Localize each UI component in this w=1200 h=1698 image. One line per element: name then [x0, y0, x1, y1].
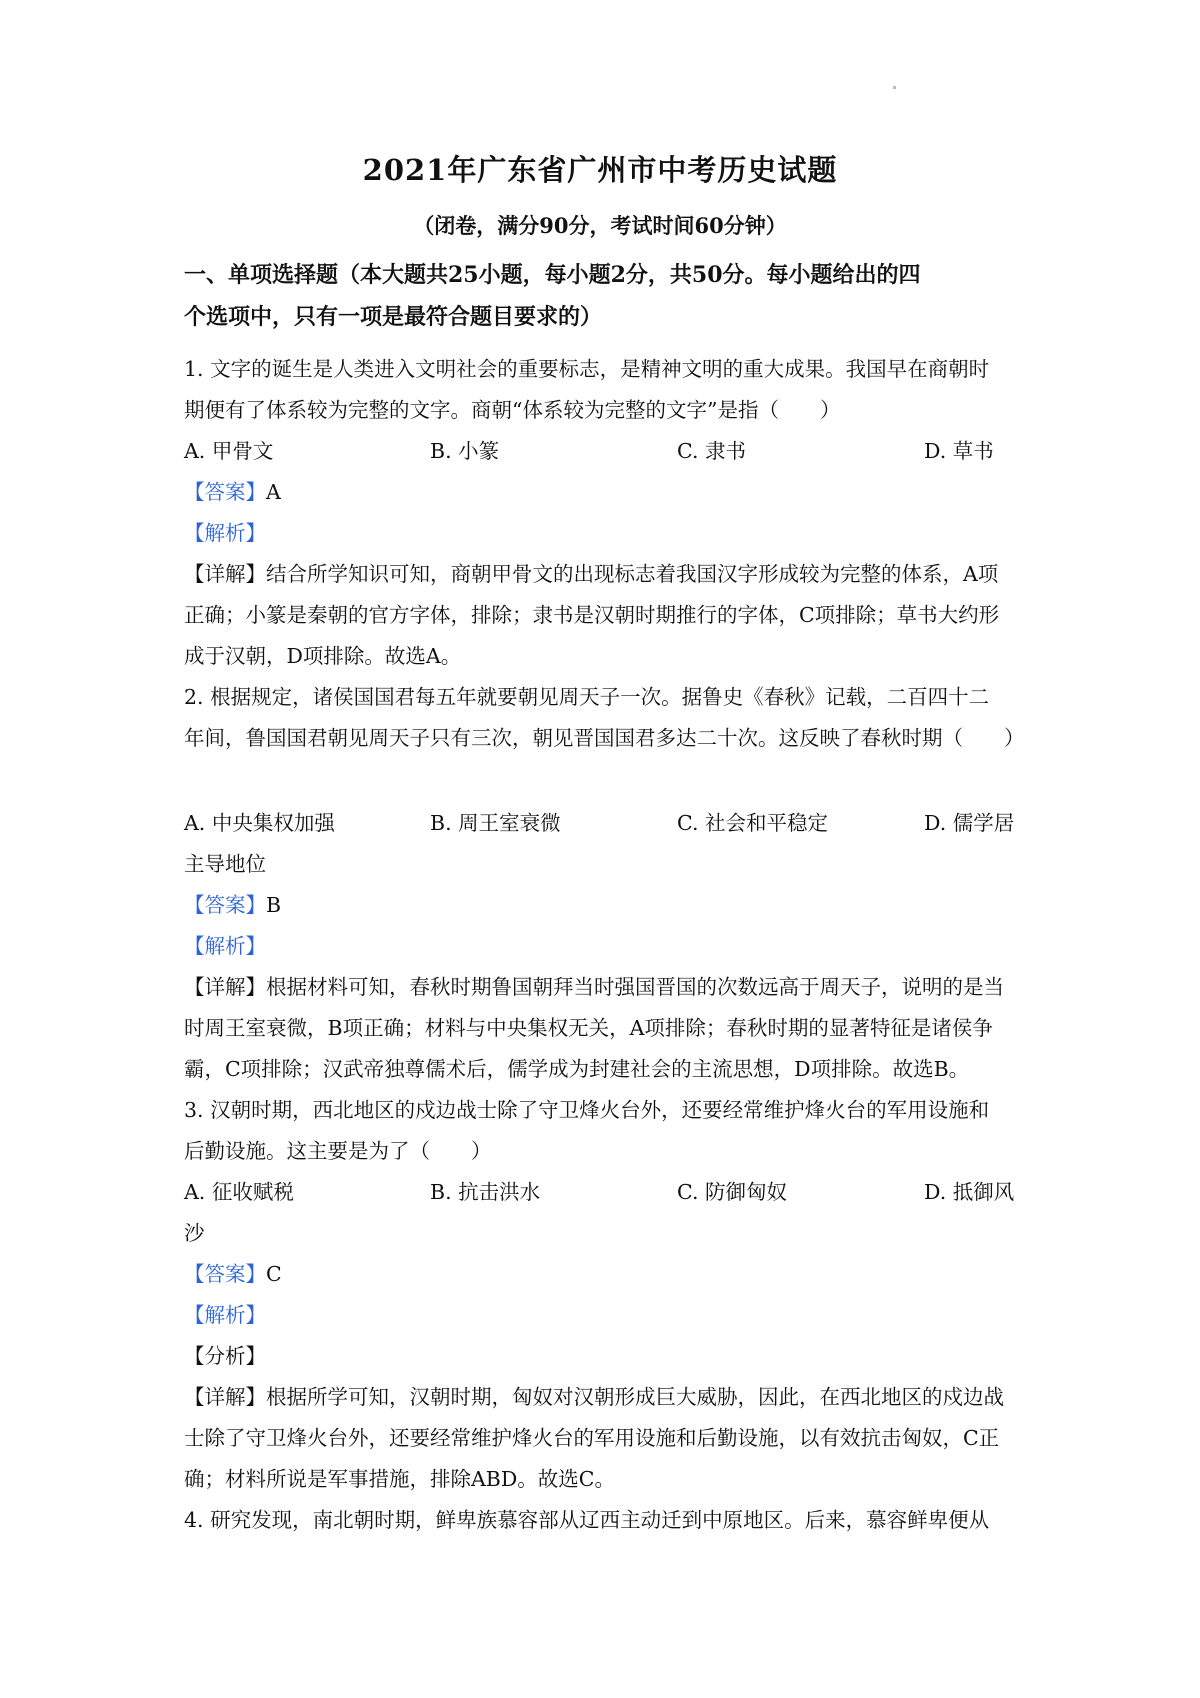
q2-detail-text1: 根据材料可知，春秋时期鲁国朝拜当时强国晋国的次数远高于周天子，说明的是当: [266, 975, 1004, 999]
analysis-label: 【解析】: [184, 934, 266, 958]
q3-answer-value: C: [266, 1262, 282, 1286]
q3-answer: [184, 1257, 1024, 1287]
q2-option-c: C. 社会和平稳定: [677, 811, 828, 835]
q1-answer-value: A: [266, 480, 281, 504]
q1-analysis: [184, 516, 1024, 546]
q1-option-a: A. 甲骨文: [184, 439, 274, 463]
q3-stem-line2: 后勤设施。这主要是为了（ ）: [184, 1139, 492, 1163]
q1-answer: [184, 475, 1024, 505]
page-title: 2021年广东省广州市中考历史试题: [362, 153, 838, 187]
q1-option-c: C. 隶书: [677, 439, 746, 463]
q3-option-d-wrap: 沙: [184, 1221, 205, 1245]
q2-option-d: D. 儒学居: [924, 811, 1015, 835]
q3-option-d: D. 抵御风: [924, 1180, 1015, 1204]
q2-detail-line3: 霸，C项排除；汉武帝独尊儒术后，儒学成为封建社会的主流思想，D项排除。故选B。: [184, 1057, 970, 1081]
q4-stem-line1: 4. 研究发现，南北朝时期，鲜卑族慕容部从辽西主动迁到中原地区。后来，慕容鲜卑便从: [184, 1508, 990, 1532]
section-heading-line2: 个选项中，只有一项是最符合题目要求的）: [184, 304, 603, 330]
q1-detail-text1: 结合所学知识可知，商朝甲骨文的出现标志着我国汉字形成较为完整的体系，A项: [266, 562, 999, 586]
q3-option-a: A. 征收赋税: [184, 1180, 294, 1204]
section-heading-line1: 一、单项选择题（本大题共25小题，每小题2分，共50分。每小题给出的四: [184, 262, 921, 288]
detail-label: 【详解】: [184, 562, 266, 586]
q2-option-b: B. 周王室衰微: [430, 811, 561, 835]
q3-stem-line1: 3. 汉朝时期，西北地区的戍边战士除了守卫烽火台外，还要经常维护烽火台的军用设施和: [184, 1098, 990, 1122]
q1-option-b: B. 小篆: [430, 439, 500, 463]
q1-stem-line2: 期便有了体系较为完整的文字。商朝“体系较为完整的文字”是指（ ）: [184, 398, 841, 422]
q3-detail-line3: 确；材料所说是军事措施，排除ABD。故选C。: [184, 1467, 615, 1491]
q1-option-d: D. 草书: [924, 439, 994, 463]
q1-detail-line3: 成于汉朝，D项排除。故选A。: [184, 644, 462, 668]
q2-option-a: A. 中央集权加强: [184, 811, 335, 835]
q2-detail-line1: [184, 970, 1024, 1000]
detail-label: 【详解】: [184, 1385, 266, 1409]
q2-option-d-wrap: 主导地位: [184, 852, 266, 876]
q3-analysis: [184, 1298, 1024, 1328]
q3-option-b: B. 抗击洪水: [430, 1180, 541, 1204]
answer-label: 【答案】: [184, 480, 266, 504]
fenxi-label: 【分析】: [184, 1344, 266, 1368]
q3-detail-line1: [184, 1380, 1024, 1410]
q2-answer-value: B: [266, 893, 282, 917]
page-subtitle: （闭卷，满分90分，考试时间60分钟）: [413, 213, 787, 238]
q2-detail-line2: 时周王室衰微，B项正确；材料与中央集权无关，A项排除；春秋时期的显著特征是诸侯争: [184, 1016, 993, 1040]
q2-analysis: [184, 929, 1024, 959]
analysis-label: 【解析】: [184, 521, 266, 545]
q1-stem-line1: 1. 文字的诞生是人类进入文明社会的重要标志，是精神文明的重大成果。我国早在商朝时: [184, 357, 990, 381]
detail-label: 【详解】: [184, 975, 266, 999]
q1-detail-line2: 正确；小篆是秦朝的官方字体，排除；隶书是汉朝时期推行的字体，C项排除；草书大约形: [184, 603, 1000, 627]
q2-stem-line1: 2. 根据规定，诸侯国国君每五年就要朝见周天子一次。据鲁史《春秋》记载，二百四十二: [184, 685, 990, 709]
q3-fenxi: [184, 1339, 1024, 1369]
q1-detail-line1: [184, 557, 1024, 587]
analysis-label: 【解析】: [184, 1303, 266, 1327]
q2-answer: [184, 888, 1024, 918]
answer-label: 【答案】: [184, 893, 266, 917]
q2-stem-line2: 年间，鲁国国君朝见周天子只有三次，朝见晋国国君多达二十次。这反映了春秋时期（ ）: [184, 726, 1025, 750]
q3-option-c: C. 防御匈奴: [677, 1180, 787, 1204]
q3-detail-line2: 士除了守卫烽火台外，还要经常维护烽火台的军用设施和后勤设施，以有效抗击匈奴，C正: [184, 1426, 1000, 1450]
scan-speck: [893, 86, 896, 89]
q3-detail-text1: 根据所学可知，汉朝时期，匈奴对汉朝形成巨大威胁，因此，在西北地区的戍边战: [266, 1385, 1004, 1409]
answer-label: 【答案】: [184, 1262, 266, 1286]
